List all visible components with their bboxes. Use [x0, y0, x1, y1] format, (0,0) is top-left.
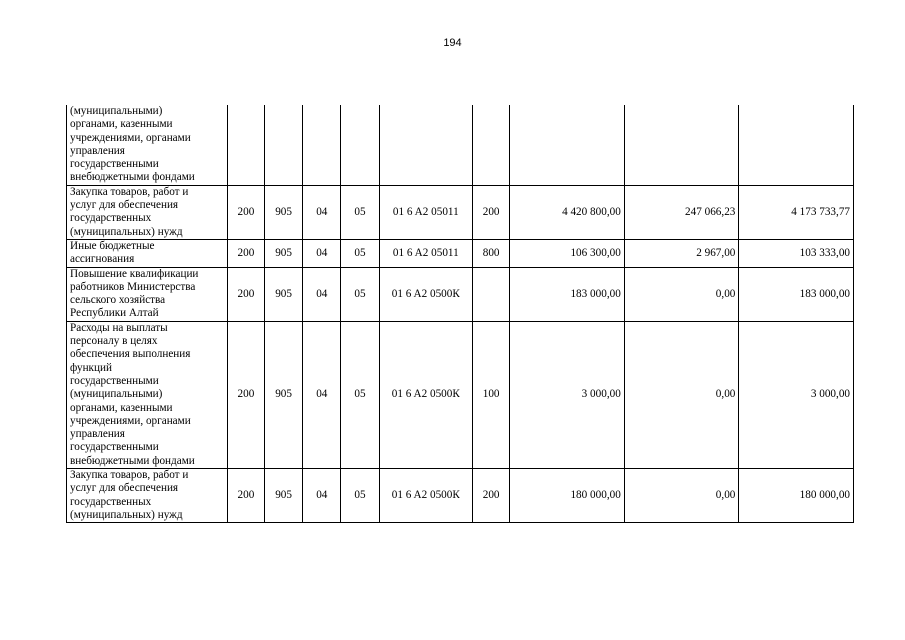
vr-code-cell: 200 [473, 185, 510, 239]
description-line: внебюджетными фондами [70, 454, 195, 467]
csr-code-cell: 01 6 A2 0500К [379, 267, 472, 321]
row-description [67, 105, 228, 185]
pr-code-cell: 05 [341, 185, 379, 239]
description-line: Иные бюджетные [70, 239, 155, 252]
executed-amount-cell: 0,00 [624, 267, 739, 321]
description-line: услуг для обеспечения [70, 199, 179, 212]
gr-code-cell: 200 [227, 267, 264, 321]
plan-amount-cell: 106 300,00 [510, 239, 625, 267]
ved-code-cell: 905 [265, 239, 303, 267]
table-row [67, 267, 854, 321]
description-line: учреждениями, органами [70, 131, 191, 144]
description-line: Повышение квалификации [70, 267, 199, 280]
description-line: государственных [70, 495, 152, 508]
description-line: государственными [70, 441, 159, 454]
remainder-amount-cell: 183 000,00 [739, 267, 854, 321]
description-line: государственными [70, 374, 159, 387]
plan-amount-cell: 3 000,00 [510, 321, 625, 468]
csr-code-cell: 01 6 A2 05011 [379, 239, 472, 267]
description-line: государственных [70, 212, 152, 225]
remainder-amount-cell: 3 000,00 [739, 321, 854, 468]
description-line: органами, казенными [70, 401, 173, 414]
ved-code-cell: 905 [265, 321, 303, 468]
description-line: ассигнования [70, 253, 135, 266]
row-description [67, 185, 228, 239]
remainder-amount-cell: 103 333,00 [739, 239, 854, 267]
rz-code-cell: 04 [303, 185, 341, 239]
description-line: услуг для обеспечения [70, 482, 179, 495]
description-line: функций [70, 361, 112, 374]
vr-code-cell: 100 [473, 321, 510, 468]
description-line: государственными [70, 158, 159, 171]
table-row [67, 185, 854, 239]
rz-code-cell: 04 [303, 321, 341, 468]
row-description [67, 469, 228, 523]
description-line: органами, казенными [70, 118, 173, 131]
description-line: (муниципальными) [70, 388, 163, 401]
plan-amount-cell: 180 000,00 [510, 469, 625, 523]
plan-amount-cell [510, 105, 625, 185]
vr-code-cell [473, 267, 510, 321]
description-line: персоналу в целях [70, 335, 158, 348]
csr-code-cell: 01 6 A2 0500К [379, 321, 472, 468]
gr-code-cell [227, 105, 264, 185]
description-line: Закупка товаров, работ и [70, 469, 189, 482]
pr-code-cell: 05 [341, 469, 379, 523]
table-row [67, 239, 854, 267]
table-row [67, 105, 854, 185]
plan-amount-cell: 4 420 800,00 [510, 185, 625, 239]
description-line: Закупка товаров, работ и [70, 185, 189, 198]
description-line: сельского хозяйства [70, 294, 166, 307]
vr-code-cell: 800 [473, 239, 510, 267]
description-line: управления [70, 428, 125, 441]
plan-amount-cell: 183 000,00 [510, 267, 625, 321]
row-description [67, 239, 228, 267]
page-number: 194 [443, 37, 462, 49]
vr-code-cell: 200 [473, 469, 510, 523]
rz-code-cell: 04 [303, 239, 341, 267]
pr-code-cell [341, 105, 379, 185]
rz-code-cell: 04 [303, 469, 341, 523]
pr-code-cell: 05 [341, 267, 379, 321]
gr-code-cell: 200 [227, 321, 264, 468]
csr-code-cell [379, 105, 472, 185]
ved-code-cell: 905 [265, 185, 303, 239]
description-line: (муниципальными) [70, 105, 163, 117]
description-line: (муниципальных) нужд [70, 508, 183, 521]
csr-code-cell: 01 6 A2 0500К [379, 469, 472, 523]
description-line: работников Министерства [70, 280, 196, 293]
description-line: учреждениями, органами [70, 414, 191, 427]
executed-amount-cell: 0,00 [624, 321, 739, 468]
csr-code-cell: 01 6 A2 05011 [379, 185, 472, 239]
ved-code-cell: 905 [265, 267, 303, 321]
remainder-amount-cell [739, 105, 854, 185]
table-row [67, 321, 854, 468]
executed-amount-cell: 247 066,23 [624, 185, 739, 239]
table-row [67, 469, 854, 523]
rz-code-cell [303, 105, 341, 185]
gr-code-cell: 200 [227, 469, 264, 523]
executed-amount-cell: 2 967,00 [624, 239, 739, 267]
ved-code-cell: 905 [265, 469, 303, 523]
row-description [67, 321, 228, 468]
remainder-amount-cell: 180 000,00 [739, 469, 854, 523]
description-line: Республики Алтай [70, 307, 159, 320]
description-line: обеспечения выполнения [70, 348, 191, 361]
row-description [67, 267, 228, 321]
description-line: (муниципальных) нужд [70, 225, 183, 238]
pr-code-cell: 05 [341, 321, 379, 468]
description-line: управления [70, 144, 125, 157]
pr-code-cell: 05 [341, 239, 379, 267]
gr-code-cell: 200 [227, 185, 264, 239]
vr-code-cell [473, 105, 510, 185]
gr-code-cell: 200 [227, 239, 264, 267]
executed-amount-cell: 0,00 [624, 469, 739, 523]
executed-amount-cell [624, 105, 739, 185]
description-line: Расходы на выплаты [70, 321, 168, 334]
budget-table [66, 105, 854, 523]
remainder-amount-cell: 4 173 733,77 [739, 185, 854, 239]
ved-code-cell [265, 105, 303, 185]
rz-code-cell: 04 [303, 267, 341, 321]
description-line: внебюджетными фондами [70, 171, 195, 184]
